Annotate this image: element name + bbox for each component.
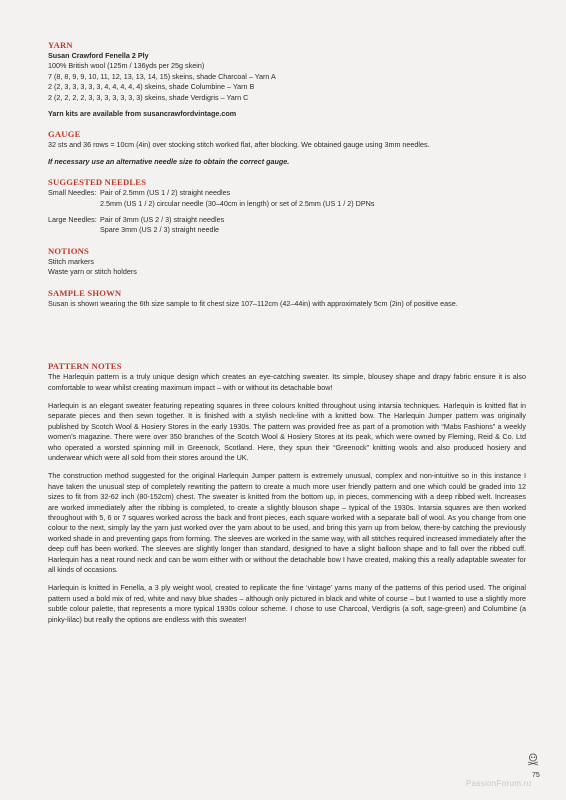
notions-line: Stitch markers <box>48 256 94 266</box>
sample-heading: SAMPLE SHOWN <box>48 287 122 298</box>
pattern-notes-paragraph: Harlequin is knitted in Fenella, a 3 ply weight wool, created to replicate the fine ‘vintage’ yarns many of the patterns of this period used. The original pattern used a bold mix of red, white and navy blue shades – although only pictured in black and white of course – but I wanted to use a slightly more subtle colour palette, that represents a more typical 1930s colour scheme. I chose to use Charcoal, Verdigris (a soft, sage-green) and Columbine (a pinky-lilac) but really the options are endless with this sweater! <box>48 583 526 624</box>
page-content <box>48 40 526 635</box>
pattern-notes-paragraph: Harlequin is an elegant sweater featuring repeating squares in three colours knitted throughout using intarsia techniques. Harlequin is knitted flat in separate pieces and then sewn together. It is finished with a stylish neck-line with a knitted bow. The Harlequin Jumper pattern was originally published by Scotch Wool & Hosiery Stores in the early 1930s. The pattern was provided free as part of a promotion with “Mabs Fashions” a weekly women’s magazine. There were over 350 branches of the Scotch Wool & Hosiery Stores at its peak, which were owned by Fleming, Reid & Co. Ltd who operated a worsted spinning mill in Greenock, Scotland. Here, they spun their “Greenock” knitting wools and also produced hosiery and underwear which were all sold from their stores around the UK. <box>48 400 526 462</box>
gauge-heading: GAUGE <box>48 129 81 140</box>
pattern-notes-heading: PATTERN NOTES <box>48 361 122 372</box>
small-needles-row <box>48 188 526 209</box>
large-needles-line: Spare 3mm (US 2 / 3) straight needle <box>100 225 220 235</box>
yarn-kits-note: Yarn kits are available from susancrawfordvintage.com <box>48 109 237 119</box>
small-needles-line: 2.5mm (US 1 / 2) circular needle (30–40cm in length) or set of 2.5mm (US 1 / 2) DPNs <box>100 198 375 208</box>
yarn-heading: YARN <box>48 40 73 50</box>
page-number: 75 <box>532 772 540 779</box>
yarn-name: Susan Crawford Fenella 2 Ply <box>48 51 149 60</box>
sample-text: Susan is shown wearing the 6th size sample to fit chest size 107–112cm (42–44in) with approximately 5cm (2in) of positive ease. <box>48 298 458 308</box>
notions-heading: NOTIONS <box>48 245 90 256</box>
pattern-notes-section <box>48 361 526 625</box>
small-needles-label: Small Needles: <box>48 188 97 198</box>
watermark: PassionForum.ru <box>466 779 532 788</box>
pattern-notes-paragraph: The Harlequin pattern is a truly unique design which creates an eye-catching sweater. Its simple, blousey shape and drapy fabric ensure it is also comfortable to wear whilst creating maximum impact – with or without its detachable bow! <box>48 372 526 392</box>
pattern-notes-paragraph: The construction method suggested for the original Harlequin Jumper pattern is extremely unusual, complex and non-intuitive so in this instance I have taken the unusual step of completely rewriting the pattern to create a much more user friendly pattern and one which could be graded into 12 sizes to fit from 32-62 inch (80-152cm) chest. The sweater is knitted from the bottom up, in pieces, commencing with a deep ribbed welt. Increases are worked immediately after the ribbing is completed, to create a slightly blouson shape – typical of the 1930s. Intarsia squares are then worked throughout with 5, 6 or 7 squares worked across the back and front pieces, each square worked with a separate ball of wool. As you change from one colour to the next, simply lay the yarn just worked over the yarn about to be used, and bring this yarn up from below, there-by catching the previously worked shade in and preventing gaps from forming. The sleeves are worked in the same way, with all stitches required increased immediately after the deep cuff has been worked. The sleeves are slightly longer than standard, designed to have a slight balloon shape and to fall over the ribbed cuff. Harlequin has a neat round neck and can be worn either with or without the detachable bow I have created, making this a really adaptable sweater for all kinds of occasions. <box>48 471 526 574</box>
yarn-line: 2 (2, 2, 2, 2, 3, 3, 3, 3, 3, 3, 3) skeins, shade Verdigris – Yarn C <box>48 92 249 102</box>
large-needles-label: Large Needles: <box>48 215 97 225</box>
notions-section <box>48 246 526 278</box>
needles-section <box>48 177 526 236</box>
yarn-line: 7 (8, 8, 9, 9, 10, 11, 12, 13, 13, 14, 15) skeins, shade Charcoal – Yarn A <box>48 71 276 81</box>
notions-line: Waste yarn or stitch holders <box>48 267 137 277</box>
yarn-section <box>48 40 526 119</box>
yarn-line: 100% British wool (125m / 136yds per 25g skein) <box>48 61 205 71</box>
yarn-line: 2 (2, 3, 3, 3, 3, 3, 4, 4, 4, 4, 4) skeins, shade Columbine – Yarn B <box>48 82 255 92</box>
gauge-note: If necessary use an alternative needle size to obtain the correct gauge. <box>48 156 290 166</box>
large-needles-row <box>48 215 526 236</box>
small-needles-line: Pair of 2.5mm (US 1 / 2) straight needles <box>100 188 231 198</box>
sample-section <box>48 288 526 309</box>
needles-heading: SUGGESTED NEEDLES <box>48 177 147 188</box>
gauge-text: 32 sts and 36 rows = 10cm (4in) over stocking stitch worked flat, after blocking. We obtained gauge using 3mm needles. <box>48 140 430 150</box>
gauge-section <box>48 129 526 167</box>
large-needles-line: Pair of 3mm (US 2 / 3) straight needles <box>100 215 225 225</box>
skull-icon <box>526 752 540 766</box>
